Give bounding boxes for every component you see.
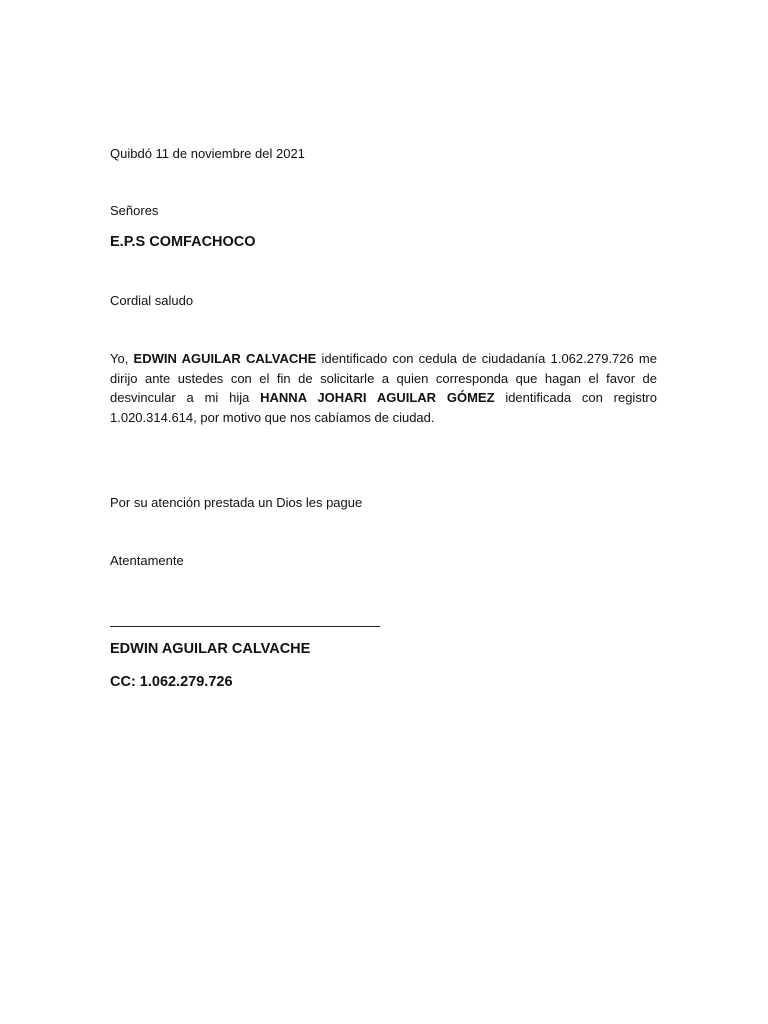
signature-name: EDWIN AGUILAR CALVACHE: [110, 641, 311, 657]
body-text-part1: Yo,: [110, 351, 134, 366]
closing: Atentamente: [110, 553, 184, 568]
body-paragraph: [110, 349, 657, 427]
signature-id: CC: 1.062.279.726: [110, 674, 233, 690]
addressee-name: E.P.S COMFACHOCO: [110, 234, 256, 250]
daughter-name: HANNA JOHARI AGUILAR GÓMEZ: [260, 390, 495, 405]
date-line: Quibdó 11 de noviembre del 2021: [110, 146, 305, 161]
signature-line: [110, 626, 380, 627]
sender-name: EDWIN AGUILAR CALVACHE: [133, 351, 317, 366]
addressee-prefix: Señores: [110, 203, 159, 218]
body-text-part3: identificada con registro 1.020.314.614, por motivo que nos cabíamos de ciudad.: [110, 390, 657, 425]
closing-thanks: Por su atención prestada un Dios les pague: [110, 495, 363, 510]
body-text-part2: identificado con cedula de ciudadanía 1.062.279.726 me dirijo ante ustedes con el fin de solicitarle a quien corresponda que hagan el favor de desvincular a mi hija: [110, 351, 657, 405]
greeting: Cordial saludo: [110, 293, 194, 308]
